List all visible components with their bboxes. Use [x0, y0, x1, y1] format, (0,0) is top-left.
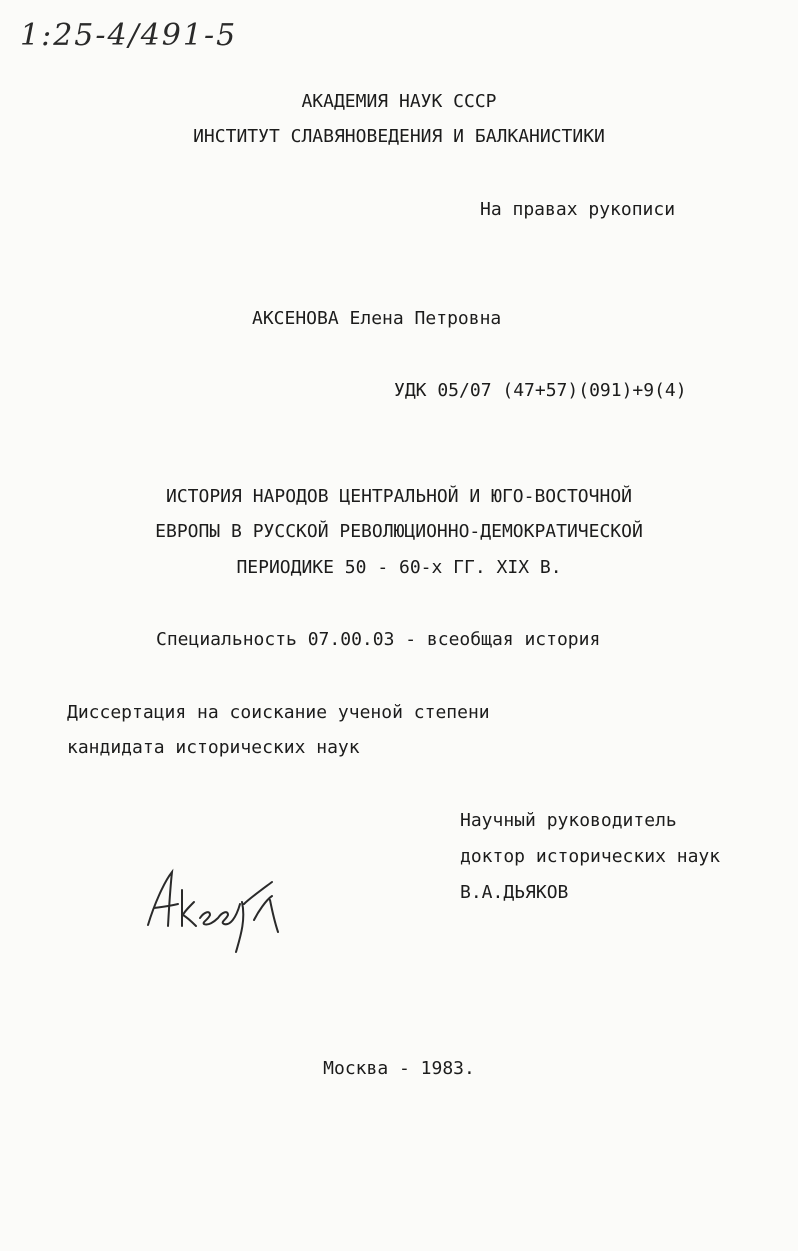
institution-line-1: АКАДЕМИЯ НАУК СССР [301, 91, 497, 112]
advisor-role: Научный руководитель [460, 810, 677, 831]
archive-handwritten-mark: 1:25-4/491-5 [20, 18, 238, 53]
author-name: АКСЕНОВА Елена Петровна [252, 308, 502, 329]
title-line-1: ИСТОРИЯ НАРОДОВ ЦЕНТРАЛЬНОЙ И ЮГО-ВОСТОЧНОЙ [166, 486, 632, 507]
specialty-line: Специальность 07.00.03 - всеобщая история [156, 629, 601, 650]
author-signature [140, 860, 290, 960]
city-year: Москва - 1983. [323, 1058, 475, 1079]
advisor-degree: доктор исторических наук [460, 846, 721, 867]
institution-line-2: ИНСТИТУТ СЛАВЯНОВЕДЕНИЯ И БАЛКАНИСТИКИ [193, 126, 605, 147]
title-line-2: ЕВРОПЫ В РУССКОЙ РЕВОЛЮЦИОННО-ДЕМОКРАТИЧЕСКОЙ [155, 521, 643, 542]
dissertation-line-2: кандидата исторических наук [67, 737, 360, 758]
manuscript-note: На правах рукописи [480, 199, 676, 220]
title-line-3: ПЕРИОДИКЕ 50 - 60-х ГГ. XIX В. [236, 557, 562, 578]
advisor-name: В.А.ДЬЯКОВ [460, 882, 569, 903]
udc-code: УДК 05/07 (47+57)(091)+9(4) [394, 380, 687, 401]
dissertation-line-1: Диссертация на соискание ученой степени [67, 702, 490, 723]
